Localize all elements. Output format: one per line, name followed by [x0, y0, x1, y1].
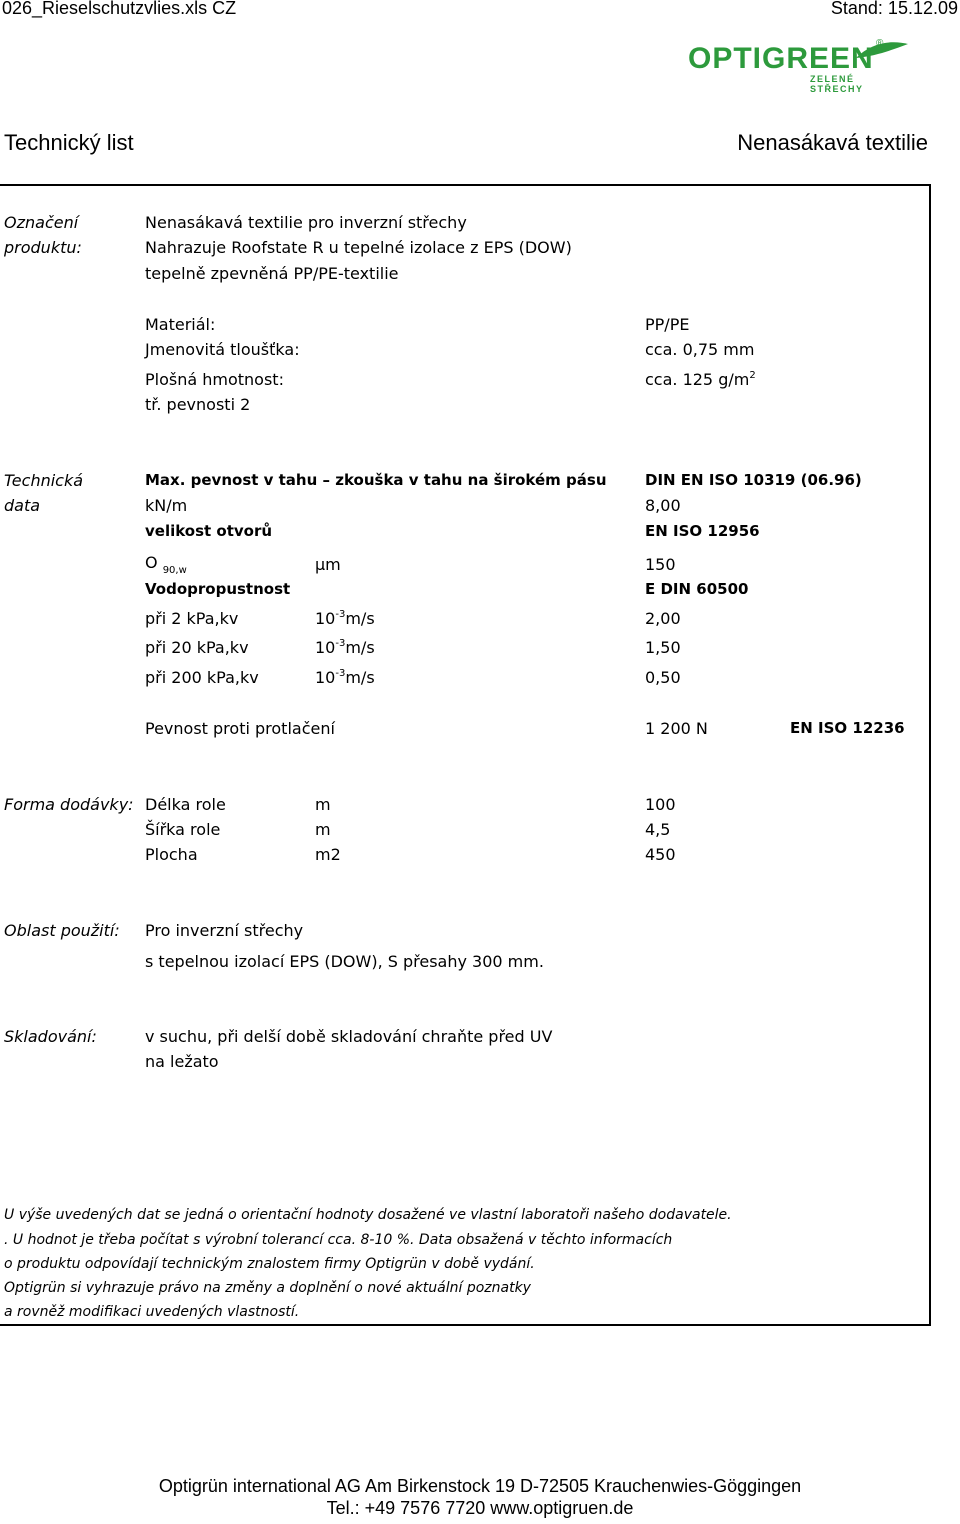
- weight-label: Plošná hmotnost:: [145, 370, 284, 389]
- product-line-1: Nenasákavá textilie pro inverzní střechy: [145, 213, 467, 232]
- technical-label-1: Technická: [4, 471, 84, 490]
- perm-row-2-unit: $10^{-3}m/s$: [315, 638, 375, 657]
- puncture-value: 1 200 N: [645, 719, 708, 738]
- strength-class-label: tř. pevnosti 2: [145, 395, 251, 414]
- storage-line-2: na ležato: [145, 1052, 219, 1071]
- stand-date: Stand: 15.12.09: [830, 0, 958, 18]
- tensile-norm: DIN EN ISO 10319 (06.96): [645, 471, 862, 489]
- opening-unit: µm: [315, 555, 341, 574]
- tensile-title: Max. pevnost v tahu – zkouška v tahu na širokém pásu: [145, 471, 607, 489]
- product-label-1: Označení: [4, 213, 79, 232]
- perm-row-2-label: při 20 kPa,kv: [145, 638, 249, 657]
- permeability-norm: E DIN 60500: [645, 580, 749, 598]
- storage-line-1: v suchu, při delší době skladování chraňte před UV: [145, 1027, 553, 1046]
- product-line-2: Nahrazuje Roofstate R u tepelné izolace z EPS (DOW): [145, 238, 572, 257]
- delivery-row-3-name: Plocha: [145, 845, 198, 864]
- tensile-value: 8,00: [645, 496, 681, 515]
- weight-value: cca. 125 $g/m^2$: [645, 370, 756, 389]
- file-name: 026_Rieselschutzvlies.xls CZ: [2, 0, 237, 18]
- storage-label: Skladování:: [4, 1027, 97, 1046]
- disclaimer-line-3: o produktu odpovídají technickým znalostem firmy Optigrün v době vydání.: [4, 1256, 535, 1272]
- opening-value: 150: [645, 555, 676, 574]
- product-title: Nenasákavá textilie: [737, 130, 928, 155]
- usage-line-1: Pro inverzní střechy: [145, 921, 304, 940]
- technical-label-2: data: [4, 496, 41, 515]
- delivery-row-3-unit: m2: [315, 845, 341, 864]
- content-frame: [0, 184, 931, 1326]
- product-label-2: produktu:: [4, 238, 82, 257]
- disclaimer-line-4: Optigrün si vyhrazuje právo na změny a doplnění o nové aktuální poznatky: [4, 1280, 531, 1296]
- tensile-unit: kN/m: [145, 496, 188, 515]
- material-label: Materiál:: [145, 315, 216, 334]
- disclaimer-line-2: . U hodnot je třeba počítat s výrobní tolerancí cca. 8-10 %. Data obsažená v těchto informacích: [4, 1232, 673, 1248]
- permeability-title: Vodopropustnost: [145, 580, 291, 598]
- footer-contact: Tel.: +49 7576 7720 www.optigruen.de: [326, 1498, 634, 1518]
- delivery-row-2-unit: m: [315, 820, 331, 839]
- usage-line-2: s tepelnou izolací EPS (DOW), S přesahy 300 mm.: [145, 952, 544, 971]
- delivery-row-3-value: 450: [645, 845, 676, 864]
- perm-row-3-unit: $10^{-3}m/s$: [315, 668, 375, 687]
- registered-mark: ®: [876, 38, 884, 49]
- page-title: Technický list: [4, 130, 134, 155]
- usage-label: Oblast použití:: [4, 921, 120, 940]
- perm-row-3-value: 0,50: [645, 668, 681, 687]
- puncture-norm: EN ISO 12236: [790, 719, 905, 737]
- delivery-row-1-name: Délka role: [145, 795, 226, 814]
- delivery-label: Forma dodávky:: [4, 795, 134, 814]
- logo-word: OPTIGREEN: [688, 42, 874, 75]
- perm-row-1-label: při 2 kPa,kv: [145, 609, 239, 628]
- perm-row-2-value: 1,50: [645, 638, 681, 657]
- product-line-3: tepelně zpevněná PP/PE-textilie: [145, 264, 399, 283]
- disclaimer-line-1: U výše uvedených dat se jedná o orientační hodnoty dosažené ve vlastní laboratoři našeho dodavatele.: [4, 1207, 732, 1223]
- disclaimer-line-5: a rovněž modifikaci uvedených vlastností.: [4, 1304, 300, 1320]
- thickness-value: cca. 0,75 mm: [645, 340, 755, 359]
- logo-tagline: ZELENÉ STŘECHY: [810, 74, 864, 94]
- perm-row-3-label: při 200 kPa,kv: [145, 668, 259, 687]
- material-value: PP/PE: [645, 315, 690, 334]
- thickness-label: Jmenovitá tloušťka:: [145, 340, 300, 359]
- delivery-row-1-value: 100: [645, 795, 676, 814]
- delivery-row-2-value: 4,5: [645, 820, 671, 839]
- opening-symbol: O $_{90,w}$: [145, 553, 187, 576]
- puncture-title: Pevnost proti protlačení: [145, 719, 335, 738]
- delivery-row-2-name: Šířka role: [145, 820, 221, 839]
- opening-norm: EN ISO 12956: [645, 522, 760, 540]
- footer-address: Optigrün international AG Am Birkenstock 19 D-72505 Krauchenwies-Göggingen: [158, 1476, 802, 1496]
- perm-row-1-value: 2,00: [645, 609, 681, 628]
- opening-title: velikost otvorů: [145, 522, 273, 540]
- delivery-row-1-unit: m: [315, 795, 331, 814]
- perm-row-1-unit: $10^{-3}m/s$: [315, 609, 375, 628]
